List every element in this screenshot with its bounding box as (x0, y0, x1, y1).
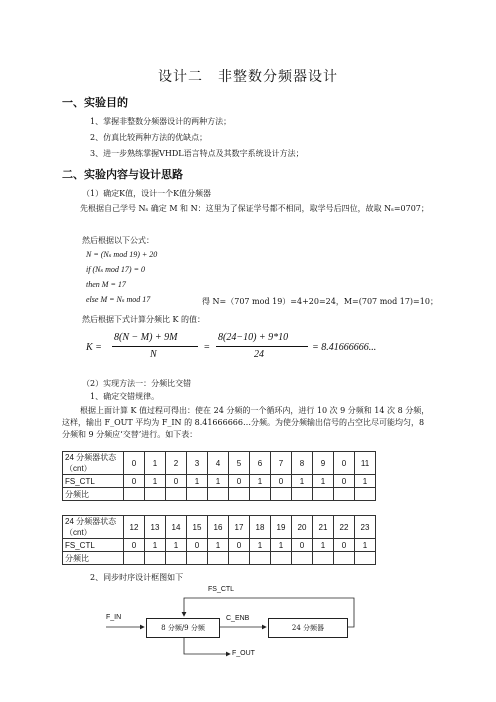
fs-cell: 0 (187, 539, 208, 552)
cnt-cell: 7 (271, 452, 292, 475)
objective-3: 3、进一步熟练掌握VHDL语言特点及其数字系统设计方法； (90, 149, 304, 158)
k-equals: = (204, 342, 210, 353)
cnt-cell: 19 (271, 516, 292, 539)
k-denominator-1: N (150, 349, 157, 360)
fs-cell: 1 (271, 539, 292, 552)
step2-text: （2）实现方法一：分频比交错 (82, 379, 192, 388)
table-row (63, 516, 376, 539)
fs-cell: 1 (208, 475, 229, 488)
cnt-cell: 9 (313, 452, 334, 475)
f-in-label: F_IN (106, 614, 122, 621)
table-row (63, 452, 376, 475)
fs-cell: 1 (250, 539, 271, 552)
row-label-cnt: 24 分频器状态（cnt） (63, 452, 124, 475)
cnt-cell: 18 (250, 516, 271, 539)
fs-cell: 1 (187, 475, 208, 488)
cnt-cell: 8 (292, 452, 313, 475)
fs-cell: 1 (292, 475, 313, 488)
row-label-ratio: 分频比 (63, 552, 124, 565)
fs-cell: 1 (208, 539, 229, 552)
row-label-cnt: 24 分频器状态（cnt） (63, 516, 124, 539)
fs-cell: 0 (334, 475, 355, 488)
step1-text: （1）确定K值，设计一个K值分频器 (82, 189, 212, 198)
fs-cell: 1 (145, 539, 166, 552)
k-result: = 8.41666666... (312, 342, 377, 353)
k-numerator-2: 8(24−10) + 9*10 (218, 332, 289, 343)
k-lhs: K = (86, 342, 102, 353)
k-fraction-bar-1 (112, 346, 198, 347)
cnt-cell: 5 (229, 452, 250, 475)
state-table-2 (62, 515, 376, 565)
f-out-label: F_OUT (232, 650, 255, 657)
row-label-ratio: 分频比 (63, 488, 124, 501)
cnt-cell: 20 (292, 516, 313, 539)
objective-1: 1、掌握非整数分频器设计的两种方法； (90, 117, 232, 126)
table-row (63, 552, 376, 565)
fs-cell: 1 (145, 475, 166, 488)
block-diagram (100, 586, 360, 666)
para-formula-intro: 然后根据以下公式： (82, 236, 154, 245)
fs-cell: 0 (292, 539, 313, 552)
row-label-fs: FS_CTL (63, 475, 124, 488)
k-denominator-2: 24 (254, 349, 264, 360)
f-out-wire (184, 638, 230, 654)
formula-line-4: else M = Nₛ mod 17 (86, 295, 151, 304)
page-title: 设计二 非整数分频器设计 (158, 69, 338, 85)
formula-line-1: N = (Nₛ mod 19) + 20 (86, 250, 158, 259)
para-interleave: 根据上面计算 K 值过程可得出：使在 24 分频的一个循环内，进行 10 次 9 分频和 14 次 8 分频，这样，输出 F_OUT 平均为 F_IN 的 8.41666666…分频。为使分频输出信号的占空比尽可能均匀，8 分频和 9 分频应‘交替’进行。如下表： (62, 406, 430, 439)
formula-line-3: then M = 17 (86, 280, 126, 289)
fs-cell: 0 (166, 475, 187, 488)
cnt-cell: 11 (355, 452, 376, 475)
cnt-cell: 0 (124, 452, 145, 475)
cnt-cell: 15 (187, 516, 208, 539)
fs-ctl-label: FS_CTL (208, 586, 235, 593)
table-row (63, 488, 376, 501)
cnt-cell: 12 (124, 516, 145, 539)
fs-cell: 1 (355, 475, 376, 488)
sub2-text: 2、同步时序设计框图如下 (90, 573, 184, 582)
fs-cell: 1 (313, 539, 334, 552)
para-k-intro: 然后根据下式计算分频比 K 的值： (82, 315, 206, 324)
cnt-cell: 22 (334, 516, 355, 539)
fs-cell: 1 (250, 475, 271, 488)
section2-heading: 二、实验内容与设计思路 (62, 168, 183, 181)
fs-cell: 0 (124, 539, 145, 552)
cnt-cell: 2 (166, 452, 187, 475)
cnt-cell: 6 (250, 452, 271, 475)
cnt-cell: 3 (187, 452, 208, 475)
cnt-cell: 0 (334, 452, 355, 475)
divider-24-block: 24 分频器 (268, 618, 348, 638)
fs-cell: 1 (355, 539, 376, 552)
fs-cell: 1 (313, 475, 334, 488)
k-numerator-1: 8(N − M) + 9M (114, 332, 178, 343)
table-row (63, 475, 376, 488)
objective-2: 2、仿真比较两种方法的优缺点； (90, 133, 208, 142)
formula-result: 得 N=（707 mod 19）=4+20=24，M=(707 mod 17)=10； (202, 297, 438, 306)
k-fraction-bar-2 (216, 346, 308, 347)
formula-line-2: if (Nₛ mod 17) = 0 (86, 265, 145, 274)
divider-8-9-block: 8 分频/9 分频 (146, 618, 220, 638)
table-row (63, 539, 376, 552)
cnt-cell: 17 (229, 516, 250, 539)
cnt-cell: 21 (313, 516, 334, 539)
cnt-cell: 4 (208, 452, 229, 475)
para-student-number: 先根据自己学号 Nₛ 确定 M 和 N：这里为了保证学号都不相同，取学号后四位，故取 Nₛ=0707； (80, 204, 429, 213)
fs-cell: 0 (271, 475, 292, 488)
cnt-cell: 13 (145, 516, 166, 539)
cnt-cell: 16 (208, 516, 229, 539)
fs-cell: 0 (229, 539, 250, 552)
k-formula (86, 332, 456, 364)
state-table-1 (62, 451, 376, 501)
fs-cell: 1 (166, 539, 187, 552)
fs-cell: 0 (124, 475, 145, 488)
row-label-fs: FS_CTL (63, 539, 124, 552)
fs-cell: 0 (229, 475, 250, 488)
c-enb-label: C_ENB (226, 615, 250, 622)
cnt-cell: 14 (166, 516, 187, 539)
sub1-text: 1、确定交错规律。 (90, 392, 160, 401)
cnt-cell: 23 (355, 516, 376, 539)
cnt-cell: 1 (145, 452, 166, 475)
fs-cell: 0 (334, 539, 355, 552)
section1-heading: 一、实验目的 (62, 96, 128, 109)
